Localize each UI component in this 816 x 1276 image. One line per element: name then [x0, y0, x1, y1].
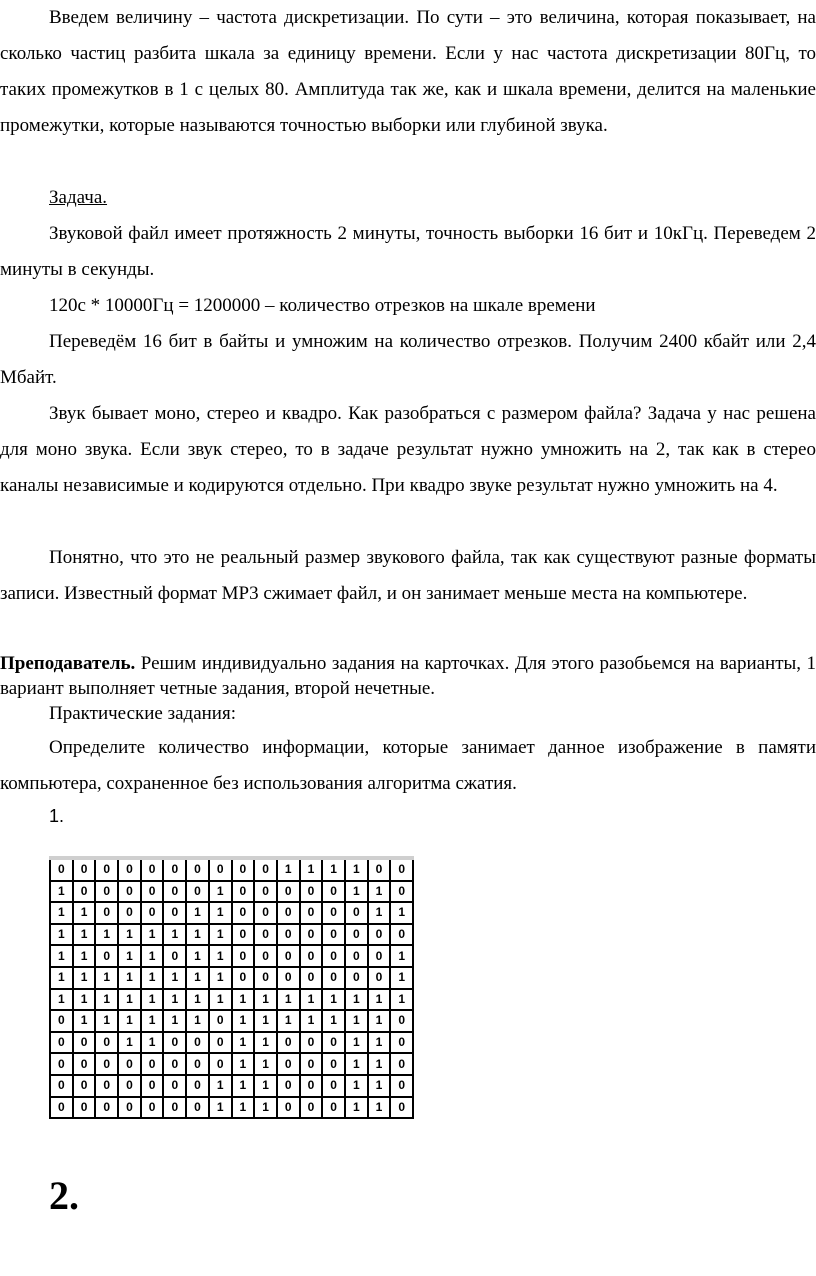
grid-cell: 1 [232, 989, 255, 1011]
grid-cell: 1 [73, 902, 96, 924]
grid-cell: 1 [73, 945, 96, 967]
grid-cell: 0 [186, 1097, 209, 1119]
grid-cell: 1 [186, 989, 209, 1011]
grid-cell: 0 [277, 945, 300, 967]
grid-cell: 1 [209, 881, 232, 903]
grid-cell: 1 [254, 1097, 277, 1119]
grid-cell: 1 [209, 945, 232, 967]
grid-cell: 0 [232, 945, 255, 967]
grid-cell: 0 [73, 1032, 96, 1054]
grid-cell: 1 [73, 967, 96, 989]
grid-cell: 1 [232, 1010, 255, 1032]
grid-cell: 0 [345, 967, 368, 989]
grid-cell: 1 [209, 924, 232, 946]
grid-cell: 0 [50, 858, 73, 881]
grid-cell: 0 [73, 1097, 96, 1119]
binary-grid-table [49, 856, 414, 1119]
grid-cell: 1 [254, 1075, 277, 1097]
grid-cell: 0 [73, 881, 96, 903]
grid-cell: 1 [118, 924, 141, 946]
grid-cell: 0 [368, 858, 391, 881]
grid-cell: 0 [163, 1032, 186, 1054]
grid-cell: 0 [322, 945, 345, 967]
grid-cell: 0 [232, 902, 255, 924]
grid-cell: 0 [322, 902, 345, 924]
grid-cell: 0 [300, 924, 323, 946]
grid-cell: 1 [277, 1010, 300, 1032]
grid-cell: 0 [277, 902, 300, 924]
grid-cell: 0 [163, 945, 186, 967]
grid-cell: 0 [118, 1097, 141, 1119]
grid-cell: 1 [277, 858, 300, 881]
grid-cell: 0 [209, 1032, 232, 1054]
grid-cell: 0 [322, 881, 345, 903]
grid-cell: 0 [322, 924, 345, 946]
grid-cell: 0 [118, 881, 141, 903]
paragraph-teacher [0, 651, 816, 701]
grid-cell: 1 [254, 1010, 277, 1032]
grid-cell: 0 [50, 1053, 73, 1075]
grid-cell: 1 [163, 989, 186, 1011]
grid-cell: 0 [163, 1053, 186, 1075]
task-heading [0, 180, 816, 216]
grid-cell: 1 [254, 1032, 277, 1054]
grid-cell: 0 [95, 858, 118, 881]
exercise-2-number: 2. [49, 1173, 79, 1218]
teacher-label: Преподаватель. [0, 653, 136, 674]
grid-cell: 0 [277, 881, 300, 903]
grid-cell: 0 [390, 1075, 413, 1097]
grid-cell: 0 [141, 858, 164, 881]
grid-cell: 0 [300, 902, 323, 924]
grid-cell: 0 [300, 1053, 323, 1075]
grid-cell: 0 [254, 924, 277, 946]
grid-row [50, 1010, 413, 1032]
grid-cell: 0 [300, 1032, 323, 1054]
grid-cell: 1 [50, 945, 73, 967]
grid-cell: 0 [390, 881, 413, 903]
grid-cell: 1 [254, 1053, 277, 1075]
grid-cell: 0 [118, 1053, 141, 1075]
grid-cell: 0 [186, 1032, 209, 1054]
grid-cell: 1 [141, 1010, 164, 1032]
grid-cell: 1 [232, 1097, 255, 1119]
grid-cell: 0 [322, 1053, 345, 1075]
grid-cell: 0 [95, 1053, 118, 1075]
grid-cell: 1 [300, 858, 323, 881]
grid-cell: 1 [345, 881, 368, 903]
paragraph-bytes: Переведём 16 бит в байты и умножим на количество отрезков. Получим 2400 кбайт или 2,4 Мбайт. [0, 331, 816, 388]
grid-cell: 1 [368, 1075, 391, 1097]
grid-cell: 0 [322, 1097, 345, 1119]
grid-cell: 0 [300, 1097, 323, 1119]
grid-cell: 0 [50, 1097, 73, 1119]
grid-cell: 1 [186, 967, 209, 989]
grid-cell: 1 [254, 989, 277, 1011]
grid-cell: 1 [118, 945, 141, 967]
grid-cell: 1 [209, 989, 232, 1011]
grid-cell: 0 [118, 902, 141, 924]
grid-cell: 0 [390, 1010, 413, 1032]
grid-cell: 0 [73, 1075, 96, 1097]
grid-cell: 1 [73, 989, 96, 1011]
grid-cell: 1 [50, 989, 73, 1011]
grid-cell: 0 [300, 1075, 323, 1097]
grid-cell: 1 [141, 967, 164, 989]
grid-cell: 0 [95, 1032, 118, 1054]
grid-cell: 0 [186, 858, 209, 881]
paragraph-formula: 120с * 10000Гц = 1200000 – количество отрезков на шкале времени [49, 295, 596, 316]
grid-cell: 0 [50, 1010, 73, 1032]
grid-cell: 0 [50, 1032, 73, 1054]
grid-cell: 1 [368, 1097, 391, 1119]
grid-cell: 0 [141, 1053, 164, 1075]
grid-cell: 1 [186, 1010, 209, 1032]
grid-cell: 0 [300, 945, 323, 967]
grid-cell: 0 [254, 945, 277, 967]
grid-cell: 0 [322, 1032, 345, 1054]
grid-cell: 0 [300, 881, 323, 903]
grid-cell: 1 [186, 945, 209, 967]
grid-cell: 0 [163, 902, 186, 924]
grid-cell: 1 [232, 1053, 255, 1075]
grid-cell: 0 [95, 881, 118, 903]
grid-cell: 1 [390, 902, 413, 924]
grid-cell: 0 [163, 881, 186, 903]
grid-cell: 1 [277, 989, 300, 1011]
grid-cell: 0 [141, 1075, 164, 1097]
grid-cell: 1 [95, 967, 118, 989]
grid-cell: 1 [186, 902, 209, 924]
grid-cell: 0 [390, 1097, 413, 1119]
binary-image-grid [49, 856, 414, 1119]
grid-cell: 0 [277, 1053, 300, 1075]
grid-cell: 0 [163, 1075, 186, 1097]
grid-cell: 1 [322, 1010, 345, 1032]
grid-cell: 0 [390, 924, 413, 946]
grid-cell: 1 [368, 1053, 391, 1075]
grid-cell: 0 [254, 881, 277, 903]
paragraph-mp3: Понятно, что это не реальный размер звукового файла, так как существуют разные форматы записи. Известный формат МР3 сжимает файл, и он занимает меньше места на компьютере. [0, 547, 816, 604]
grid-cell: 1 [209, 967, 232, 989]
grid-cell: 1 [50, 881, 73, 903]
grid-cell: 0 [277, 924, 300, 946]
grid-cell: 0 [141, 902, 164, 924]
grid-cell: 0 [232, 924, 255, 946]
grid-cell: 1 [300, 989, 323, 1011]
grid-cell: 1 [118, 967, 141, 989]
exercise-1-number: 1. [49, 806, 65, 826]
grid-cell: 0 [368, 945, 391, 967]
grid-cell: 1 [163, 924, 186, 946]
grid-cell: 0 [345, 945, 368, 967]
paragraph-exercise-instruction: Определите количество информации, которые занимает данное изображение в памяти компьютера, сохраненное без использования алгоритма сжатия. [0, 737, 816, 794]
grid-cell: 1 [163, 1010, 186, 1032]
grid-cell: 0 [232, 881, 255, 903]
grid-cell: 0 [186, 1053, 209, 1075]
grid-cell: 1 [50, 967, 73, 989]
grid-cell: 0 [277, 1097, 300, 1119]
grid-row [50, 858, 413, 881]
grid-cell: 1 [368, 1010, 391, 1032]
grid-cell: 0 [73, 1053, 96, 1075]
task-heading-text: Задача. [49, 187, 108, 208]
grid-cell: 0 [322, 1075, 345, 1097]
grid-cell: 0 [209, 1053, 232, 1075]
grid-cell: 0 [73, 858, 96, 881]
grid-cell: 0 [254, 858, 277, 881]
grid-cell: 0 [390, 1053, 413, 1075]
grid-cell: 1 [50, 902, 73, 924]
grid-cell: 0 [300, 967, 323, 989]
grid-cell: 1 [141, 1032, 164, 1054]
grid-cell: 1 [118, 1032, 141, 1054]
grid-cell: 0 [118, 858, 141, 881]
grid-row [50, 1097, 413, 1119]
grid-cell: 1 [118, 989, 141, 1011]
grid-cell: 1 [141, 924, 164, 946]
grid-cell: 1 [209, 1097, 232, 1119]
grid-cell: 0 [209, 1010, 232, 1032]
grid-row [50, 1032, 413, 1054]
grid-cell: 1 [345, 858, 368, 881]
grid-cell: 1 [345, 1032, 368, 1054]
grid-row [50, 924, 413, 946]
grid-cell: 0 [163, 1097, 186, 1119]
grid-cell: 1 [186, 924, 209, 946]
grid-cell: 1 [141, 989, 164, 1011]
grid-cell: 1 [209, 902, 232, 924]
grid-cell: 1 [209, 1075, 232, 1097]
grid-cell: 0 [277, 1075, 300, 1097]
grid-cell: 1 [322, 989, 345, 1011]
grid-cell: 0 [95, 1097, 118, 1119]
grid-cell: 1 [390, 989, 413, 1011]
grid-cell: 1 [345, 1097, 368, 1119]
teacher-text: Решим индивидуально задания на карточках. Для этого разобьемся на варианты, 1 вариант выполняет четные задания, второй нечетные. [0, 653, 816, 699]
grid-cell: 1 [73, 924, 96, 946]
grid-cell: 0 [118, 1075, 141, 1097]
grid-cell: 1 [95, 989, 118, 1011]
grid-cell: 0 [232, 858, 255, 881]
grid-cell: 1 [50, 924, 73, 946]
grid-cell: 0 [368, 924, 391, 946]
grid-cell: 0 [254, 902, 277, 924]
grid-cell: 0 [322, 967, 345, 989]
grid-cell: 0 [141, 1097, 164, 1119]
grid-cell: 1 [232, 1032, 255, 1054]
paragraph-task-condition: Звуковой файл имеет протяжность 2 минуты, точность выборки 16 бит и 10кГц. Переведем 2 минуты в секунды. [0, 223, 816, 280]
grid-cell: 1 [322, 858, 345, 881]
grid-cell: 1 [345, 989, 368, 1011]
grid-cell: 1 [368, 1032, 391, 1054]
grid-cell: 1 [141, 945, 164, 967]
grid-cell: 1 [300, 1010, 323, 1032]
grid-row [50, 881, 413, 903]
grid-cell: 0 [186, 881, 209, 903]
grid-cell: 1 [163, 967, 186, 989]
grid-cell: 1 [390, 967, 413, 989]
grid-row [50, 1053, 413, 1075]
grid-cell: 0 [50, 1075, 73, 1097]
grid-cell: 0 [345, 924, 368, 946]
grid-cell: 1 [345, 1075, 368, 1097]
grid-cell: 1 [390, 945, 413, 967]
grid-cell: 0 [232, 967, 255, 989]
grid-cell: 1 [368, 902, 391, 924]
grid-row [50, 945, 413, 967]
grid-cell: 1 [95, 924, 118, 946]
grid-cell: 1 [73, 1010, 96, 1032]
grid-cell: 0 [95, 945, 118, 967]
grid-cell: 0 [277, 967, 300, 989]
grid-cell: 1 [368, 989, 391, 1011]
grid-cell: 1 [368, 881, 391, 903]
grid-row [50, 902, 413, 924]
grid-row [50, 1075, 413, 1097]
grid-cell: 0 [277, 1032, 300, 1054]
grid-row [50, 989, 413, 1011]
grid-cell: 0 [141, 881, 164, 903]
paragraph-mono-stereo: Звук бывает моно, стерео и квадро. Как разобраться с размером файла? Задача у нас решена для моно звука. Если звук стерео, то в задаче результат нужно умножить на 2, так как в стерео каналы независимые и кодируются отдельно. При квадро звуке результат нужно умножить на 4. [0, 403, 816, 496]
grid-cell: 1 [118, 1010, 141, 1032]
grid-cell: 0 [390, 858, 413, 881]
grid-cell: 0 [163, 858, 186, 881]
grid-row [50, 967, 413, 989]
grid-cell: 0 [209, 858, 232, 881]
grid-cell: 0 [186, 1075, 209, 1097]
grid-cell: 0 [390, 1032, 413, 1054]
grid-cell: 1 [345, 1010, 368, 1032]
grid-cell: 0 [254, 967, 277, 989]
grid-cell: 1 [345, 1053, 368, 1075]
grid-cell: 0 [345, 902, 368, 924]
grid-cell: 0 [95, 902, 118, 924]
grid-cell: 0 [368, 967, 391, 989]
practical-tasks-heading: Практические задания: [49, 703, 236, 724]
grid-cell: 1 [232, 1075, 255, 1097]
grid-cell: 0 [95, 1075, 118, 1097]
paragraph-sampling-rate: Введем величину – частота дискретизации. По сути – это величина, которая показывает, на сколько частиц разбита шкала за единицу времени. Если у нас частота дискретизации 80Гц, то таких промежутков в 1 с целых 80. Амплитуда так же, как и шкала времени, делится на маленькие промежутки, которые называются точностью выборки или глубиной звука. [0, 7, 816, 136]
grid-cell: 1 [95, 1010, 118, 1032]
